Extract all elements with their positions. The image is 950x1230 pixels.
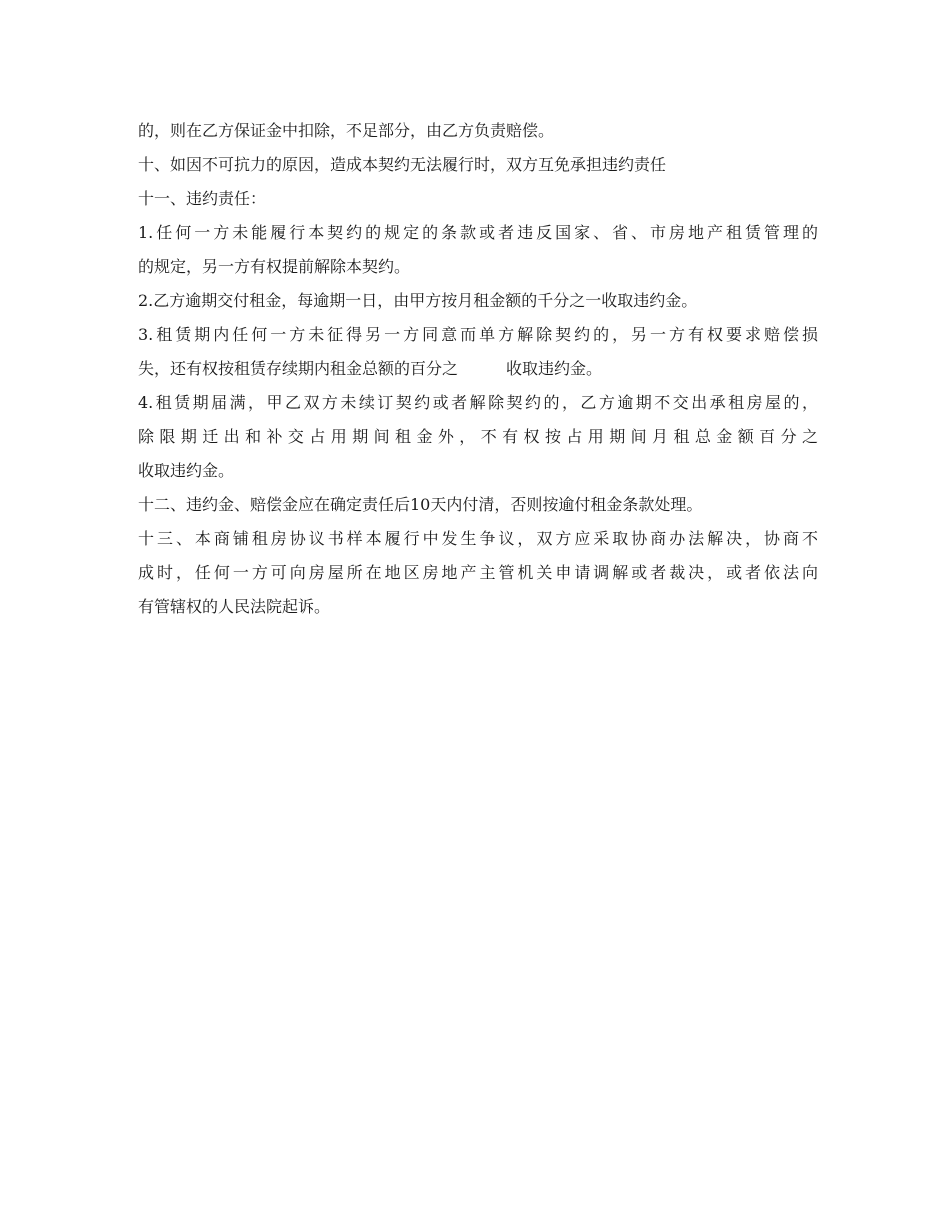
text-line-7: 3.租赁期内任何一方未征得另一方同意而单方解除契约的，另一方有权要求赔偿损 (138, 325, 818, 344)
text-line-4: 1.任何一方未能履行本契约的规定的条款或者违反国家、省、市房地产租赁管理的 (138, 223, 818, 242)
text-line-11: 收取违约金。 (138, 461, 235, 480)
text-line-5: 的规定，另一方有权提前解除本契约。 (138, 257, 411, 276)
text-line-14: 成时，任何一方可向房屋所在地区房地产主管机关申请调解或者裁决，或者依法向 (138, 563, 818, 582)
text-line-8-part-b: 收取违约金。 (506, 359, 603, 378)
text-line-8 (138, 352, 818, 386)
text-line-12: 十二、违约金、赔偿金应在确定责任后10天内付清，否则按逾付租金条款处理。 (138, 495, 703, 514)
text-line-13: 十三、本商铺租房协议书样本履行中发生争议，双方应采取协商办法解决，协商不 (138, 529, 818, 548)
text-line-10: 除限期迁出和补交占用期间租金外，不有权按占用期间月租总金额百分之 (138, 427, 818, 446)
text-line-15: 有管辖权的人民法院起诉。 (138, 597, 331, 616)
text-line-8-part-a: 失，还有权按租赁存续期内租金总额的百分之 (138, 359, 459, 378)
text-line-9: 4.租赁期届满，甲乙双方未续订契约或者解除契约的，乙方逾期不交出承租房屋的， (138, 393, 818, 412)
document-body (138, 114, 818, 624)
section-heading-liability: 十一、违约责任： (138, 189, 267, 208)
text-line-6: 2.乙方逾期交付租金，每逾期一日，由甲方按月租金额的千分之一收取违约金。 (138, 291, 698, 310)
text-line-1: 的，则在乙方保证金中扣除，不足部分，由乙方负责赔偿。 (138, 121, 555, 140)
text-line-2: 十、如因不可抗力的原因，造成本契约无法履行时，双方互免承担违约责任 (138, 155, 667, 174)
